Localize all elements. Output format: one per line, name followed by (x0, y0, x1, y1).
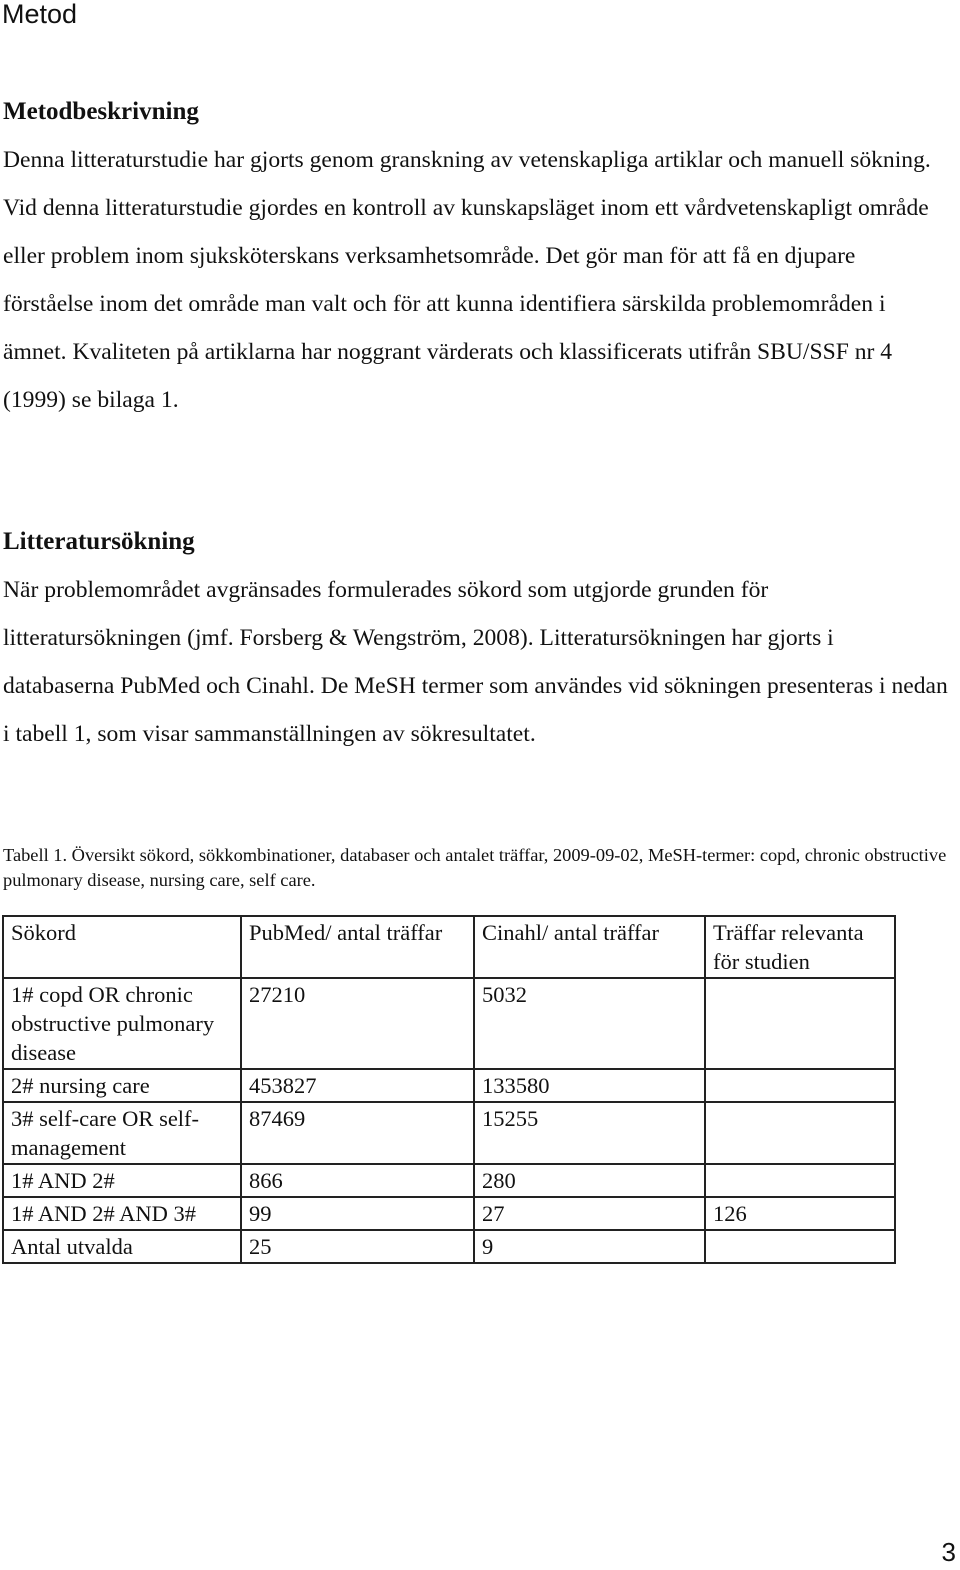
table-cell (705, 1164, 895, 1197)
table-cell: 87469 (241, 1102, 474, 1164)
method-paragraph: Denna litteraturstudie har gjorts genom granskning av vetenskapliga artiklar och manuell sökning. Vid denna litteraturstudie gjordes en kontroll av kunskapsläget inom ett vårdvetenskapligt område eller problem inom sjuksköterskans verksamhetsområde. Det gör man för att få en djupare förståelse inom det område man valt och för att kunna identifiera särskilda problemområden i ämnet. Kvaliteten på artiklarna har noggrant värderats och klassificerats utifrån SBU/SSF nr 4 (1999) se bilaga 1. (3, 147, 931, 413)
table-cell (705, 1230, 895, 1263)
page-number: 3 (941, 1537, 956, 1567)
table-cell: 5032 (474, 978, 705, 1069)
table-cell: 27210 (241, 978, 474, 1069)
table-cell: 1# copd OR chronic obstructive pulmonary disease (3, 978, 241, 1069)
table-row (3, 1230, 895, 1263)
section-heading-method: Metodbeskrivning (3, 98, 199, 125)
table-cell: 3# self-care OR self-management (3, 1102, 241, 1164)
table-cell: 99 (241, 1197, 474, 1230)
table-cell: 1# AND 2# AND 3# (3, 1197, 241, 1230)
header-cell: Cinahl/ antal träffar (474, 916, 705, 978)
table-cell: 15255 (474, 1102, 705, 1164)
table-cell (705, 1069, 895, 1102)
table-row (3, 1164, 895, 1197)
table-row (3, 978, 895, 1069)
section-heading-literature-search: Litteratursökning (3, 528, 195, 555)
table-cell: 453827 (241, 1069, 474, 1102)
table-cell: 866 (241, 1164, 474, 1197)
table-cell: Antal utvalda (3, 1230, 241, 1263)
table-header-row (3, 916, 895, 978)
table-cell: 133580 (474, 1069, 705, 1102)
header-cell: Träffar relevanta för studien (705, 916, 895, 978)
table-cell: 9 (474, 1230, 705, 1263)
table-cell: 1# AND 2# (3, 1164, 241, 1197)
search-paragraph: När problemområdet avgränsades formulerades sökord som utgjorde grunden för litteratursökningen (jmf. Forsberg & Wengström, 2008). Litteratursökningen har gjorts i databaserna PubMed och Cinahl. De MeSH termer som användes vid sökningen presenteras i nedan i tabell 1, som visar sammanställningen av sökresultatet. (3, 577, 948, 747)
table-row (3, 1197, 895, 1230)
table-cell (705, 1102, 895, 1164)
table-cell: 280 (474, 1164, 705, 1197)
table-cell: 27 (474, 1197, 705, 1230)
table-row (3, 1102, 895, 1164)
table-cell: 25 (241, 1230, 474, 1263)
table-caption: Tabell 1. Översikt sökord, sökkombinationer, databaser och antalet träffar, 2009-09-02, MeSH-termer: copd, chronic obstructive pulmonary disease, nursing care, self care. (3, 845, 947, 890)
table-cell: 2# nursing care (3, 1069, 241, 1102)
table-row (3, 1069, 895, 1102)
table-cell: 126 (705, 1197, 895, 1230)
search-results-table (2, 915, 896, 1264)
header-cell: Sökord (3, 916, 241, 978)
table-cell (705, 978, 895, 1069)
header-cell: PubMed/ antal träffar (241, 916, 474, 978)
page-title: Metod (2, 0, 78, 29)
